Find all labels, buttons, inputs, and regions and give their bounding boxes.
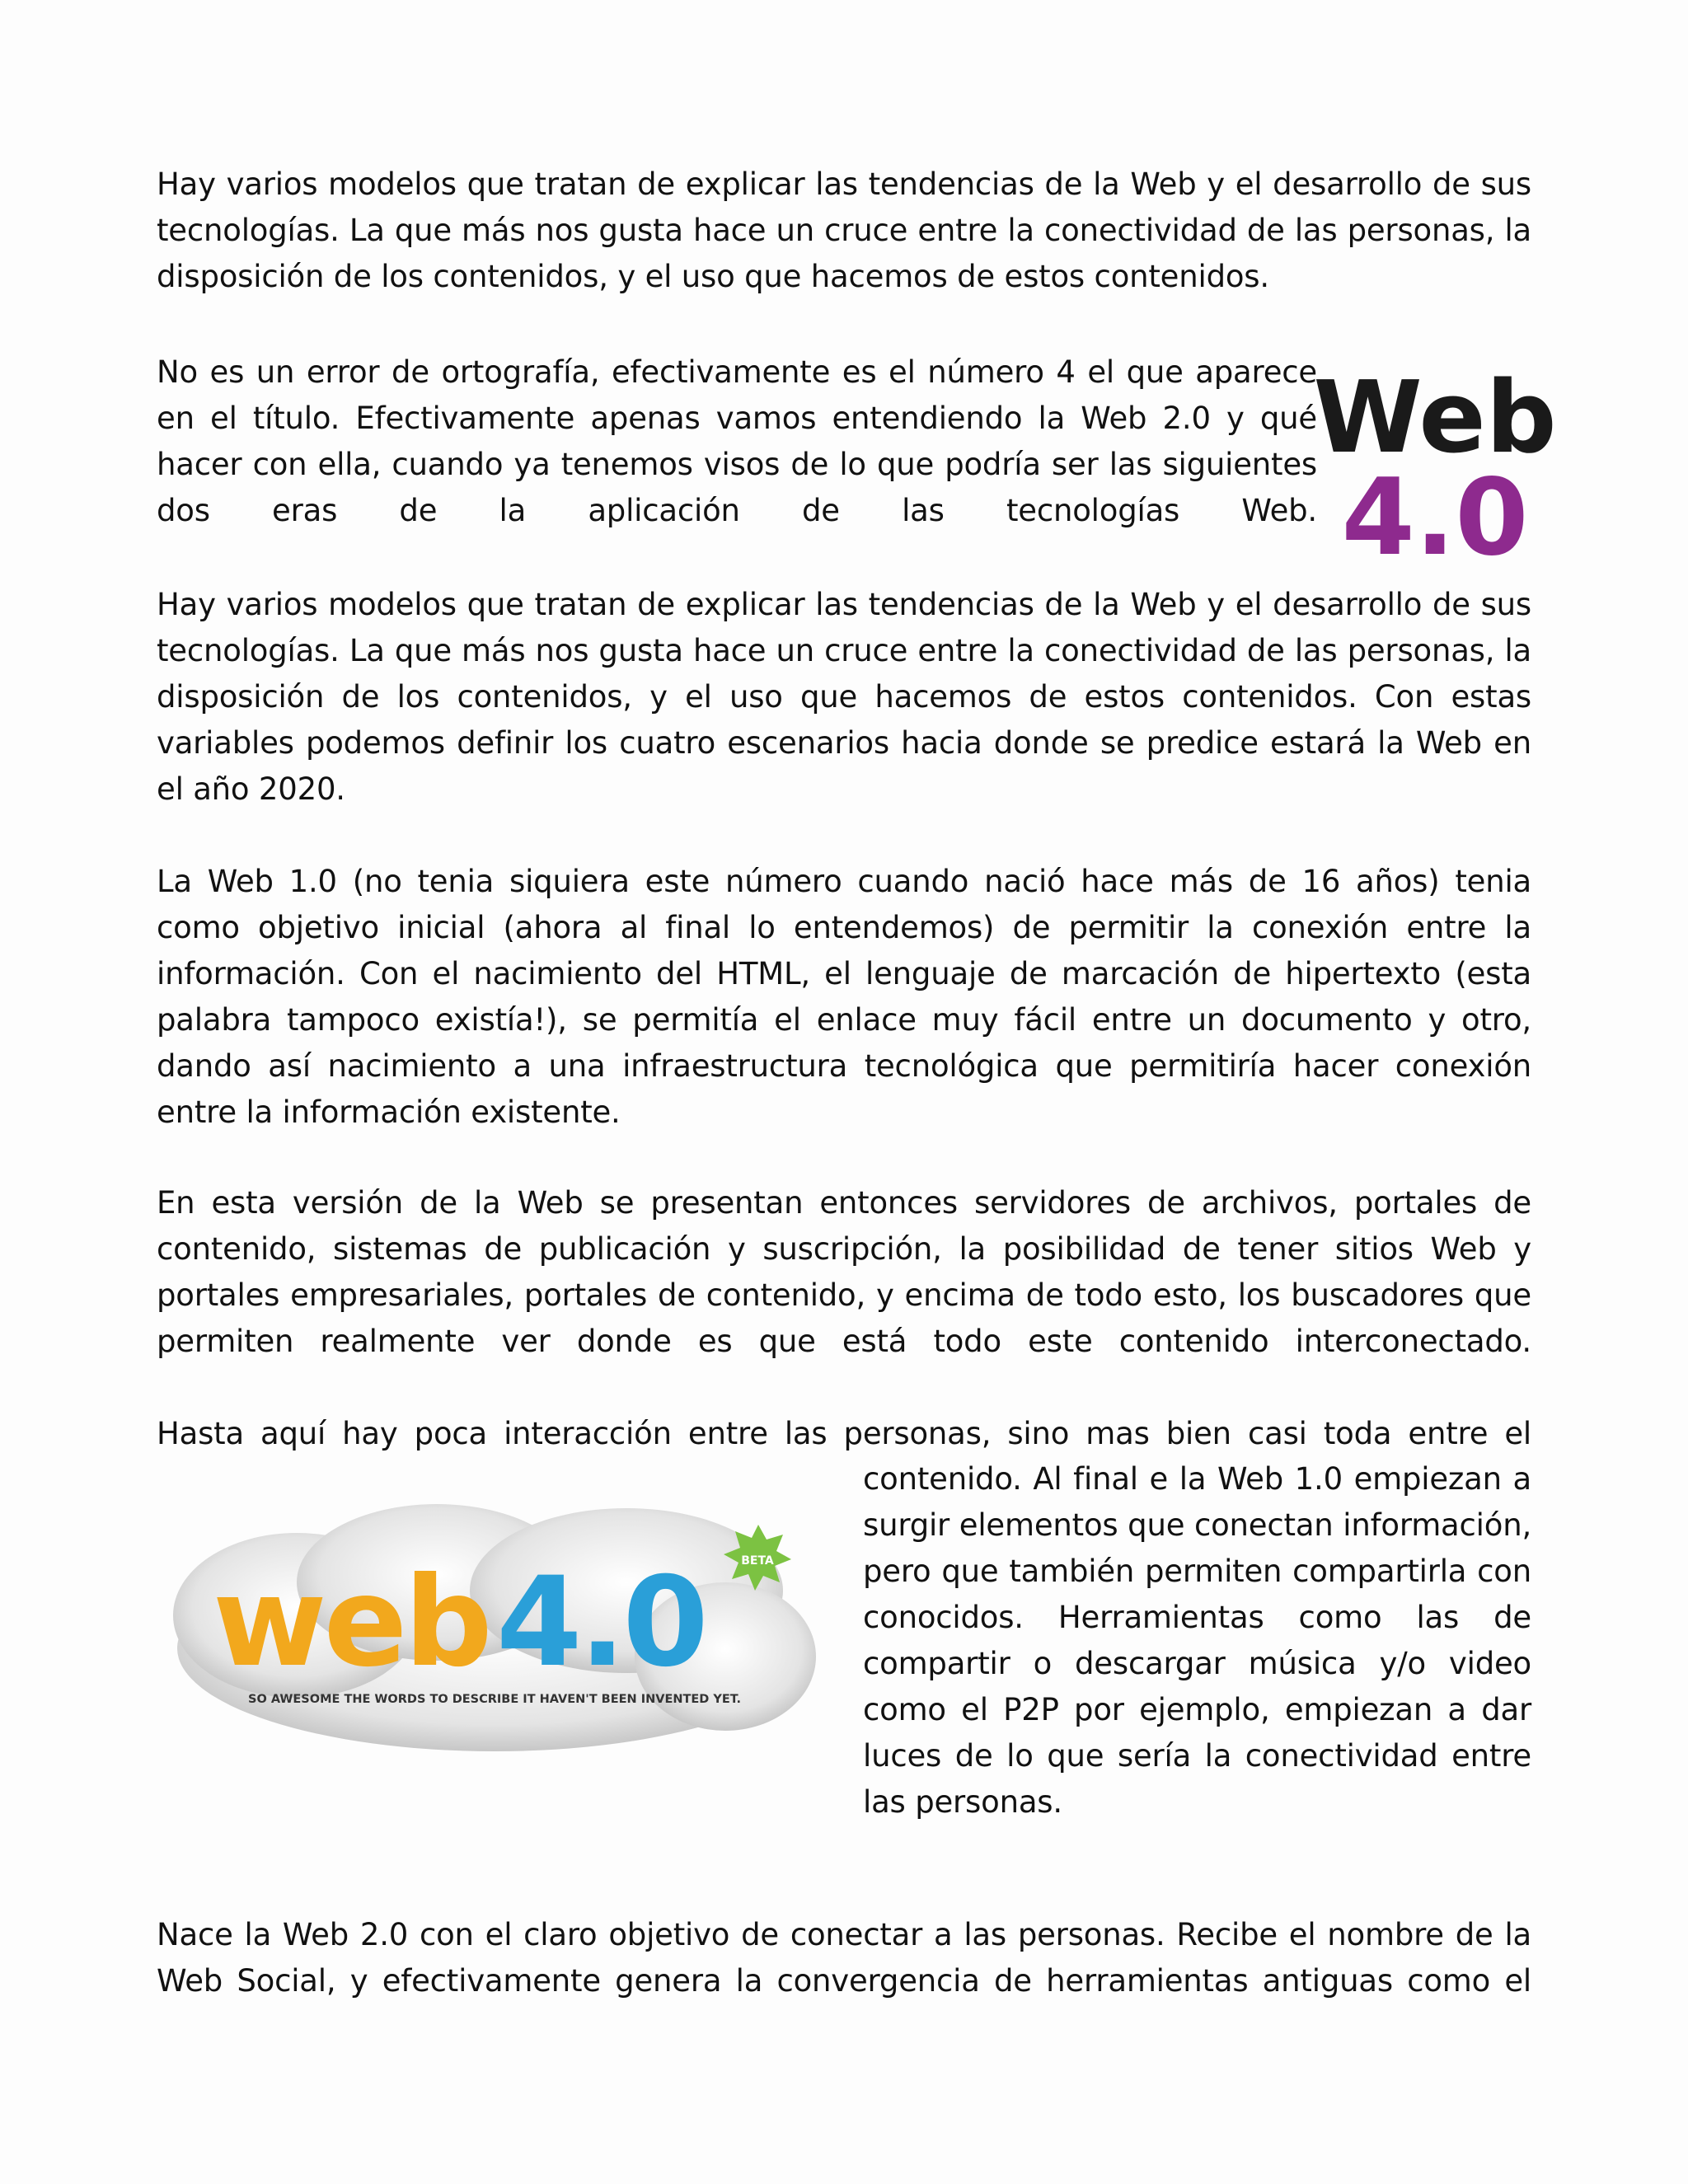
paragraph-interaction-first-line: Hasta aquí hay poca interacción entre las personas, sino mas bien casi toda entre el <box>157 1416 1531 1451</box>
logo-word-web: Web <box>1313 361 1557 476</box>
web-4-beta-cloud-image <box>165 1492 824 1764</box>
web-4-logo-image <box>1313 361 1557 579</box>
paragraph-title-note: No es un error de ortografía, efectivamente es el número 4 el que aparece en el título. Efectivamente apenas vamos entendiendo la Web 2.0 y qué hacer con ella, cuando ya tenemos visos de lo que podría ser las siguientes dos eras de la aplicación de las tecnologías Web. <box>157 354 1317 528</box>
paragraph-intro: Hay varios modelos que tratan de explicar las tendencias de la Web y el desarrollo de sus tecnologías. La que más nos gusta hace un cruce entre la conectividad de las personas, la disposición de los contenidos, y el uso que hacemos de estos contenidos. <box>157 166 1531 294</box>
paragraph-web-1-services: En esta versión de la Web se presentan entonces servidores de archivos, portales de contenido, sistemas de publicación y suscripción, la posibilidad de tener sitios Web y portales empresariales, portales de contenido, y encima de todo esto, los buscadores que permiten realmente ver donde es que está todo este contenido interconectado. <box>157 1185 1531 1359</box>
paragraph-interaction-continued: contenido. Al final e la Web 1.0 empiezan a surgir elementos que conectan información, pero que también permiten compartirla con conocidos. Herramientas como las de compartir o descargar música y/o video como el P2P por ejemplo, empiezan a dar luces de lo que sería la conectividad entre las personas. <box>863 1461 1531 1820</box>
cloud-version: 4.0 <box>496 1551 706 1694</box>
logo-version: 4.0 <box>1341 457 1529 579</box>
cloud-word-web: web <box>213 1551 490 1694</box>
paragraph-models: Hay varios modelos que tratan de explicar las tendencias de la Web y el desarrollo de sus tecnologías. La que más nos gusta hace un cruce entre la conectividad de las personas, la disposición de los contenidos, y el uso que hacemos de estos contenidos. Con estas variables podemos definir los cuatro escenarios hacia donde se predice estará la Web en el año 2020. <box>157 587 1531 807</box>
beta-label: BETA <box>741 1554 774 1568</box>
cloud-tagline: SO AWESOME THE WORDS TO DESCRIBE IT HAVEN'T BEEN INVENTED YET. <box>248 1693 741 1706</box>
paragraph-web-1: La Web 1.0 (no tenia siquiera este número cuando nació hace más de 16 años) tenia como objetivo inicial (ahora al final lo entendemos) de permitir la conexión entre la información. Con el nacimiento del HTML, el lenguaje de marcación de hipertexto (esta palabra tampoco existía!), se permitía el enlace muy fácil entre un documento y otro, dando así nacimiento a una infraestructura tecnológica que permitiría hacer conexión entre la información existente. <box>157 864 1531 1130</box>
paragraph-web-2: Nace la Web 2.0 con el claro objetivo de conectar a las personas. Recibe el nombre de la Web Social, y efectivamente genera la convergencia de herramientas antiguas como el <box>157 1917 1531 1999</box>
